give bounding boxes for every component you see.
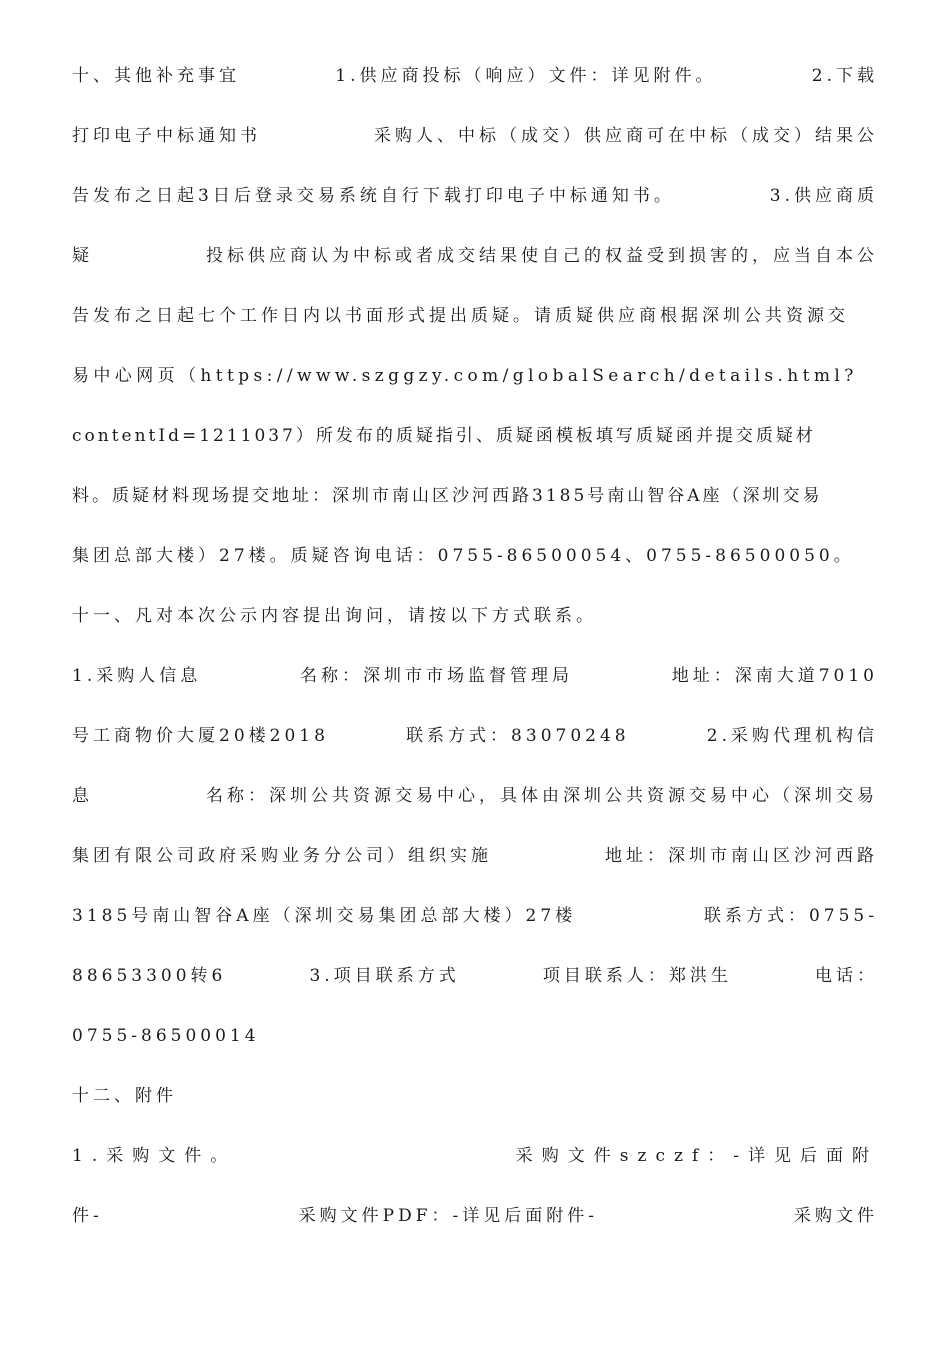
purchaser-address-start: 地址：深南大道7010 xyxy=(671,666,878,686)
agency-address-end: 3185号南山智谷A座（深圳交易集团总部大楼）27楼 xyxy=(72,906,577,926)
section11-line-4 xyxy=(72,842,878,870)
project-contact-person: 项目联系人：郑洪生 xyxy=(542,966,732,986)
section10-line-3 xyxy=(72,182,878,210)
section10-item3-text: 投标供应商认为中标或者成交结果使自己的权益受到损害的，应当自本公 xyxy=(206,246,878,266)
section11-heading: 十一、凡对本次公示内容提出询问，请按以下方式联系。 xyxy=(72,606,597,626)
section10-item2-end: 打印电子中标通知书 xyxy=(72,126,261,146)
attachment-pdf: 采购文件PDF：-详见后面附件- xyxy=(298,1206,599,1226)
section10-line-6-url: 易中心网页（https://www.szggzy.com/globalSearch/details.html? xyxy=(72,366,858,386)
agency-contact-end: 88653300转6 xyxy=(72,966,227,986)
project-phone-number: 0755-86500014 xyxy=(72,1026,260,1046)
section10-line-8: 料。质疑材料现场提交地址：深圳市南山区沙河西路3185号南山智谷A座（深圳交易 xyxy=(72,486,823,506)
purchaser-name: 名称：深圳市市场监督管理局 xyxy=(299,666,573,686)
section10-line-9: 集团总部大楼）27楼。质疑咨询电话：0755-86500054、0755-86500050。 xyxy=(72,546,855,566)
section12-line-1 xyxy=(72,1142,878,1170)
section12-heading: 十二、附件 xyxy=(72,1086,177,1106)
agency-name: 名称：深圳公共资源交易中心，具体由深圳公共资源交易中心（深圳交易 xyxy=(206,786,878,806)
agency-info-label-start: 2.采购代理机构信 xyxy=(706,726,878,746)
purchaser-contact: 联系方式：83070248 xyxy=(406,726,630,746)
section10-item3-start: 3.供应商质 xyxy=(769,186,878,206)
agency-info-label-end: 息 xyxy=(72,786,93,806)
section10-line-1 xyxy=(72,62,878,90)
purchaser-address-end: 号工商物价大厦20楼2018 xyxy=(72,726,329,746)
section11-line-3 xyxy=(72,782,878,810)
section11-line-2 xyxy=(72,722,878,750)
project-contact-label: 3.项目联系方式 xyxy=(309,966,460,986)
section10-item3-end: 疑 xyxy=(72,246,93,266)
attachment-szczf-end: 件- xyxy=(72,1206,103,1226)
attachment-1-label: 1.采购文件。 xyxy=(72,1146,237,1166)
section11-line-5 xyxy=(72,902,878,930)
section10-item2-text-cont: 告发布之日起3日后登录交易系统自行下载打印电子中标通知书。 xyxy=(72,186,675,206)
section10-item2-text: 采购人、中标（成交）供应商可在中标（成交）结果公 xyxy=(374,126,878,146)
section11-line-6 xyxy=(72,962,878,990)
section10-line-5: 告发布之日起七个工作日内以书面形式提出质疑。请质疑供应商根据深圳公共资源交 xyxy=(72,306,849,326)
section11-line-1 xyxy=(72,662,878,690)
purchaser-info-label: 1.采购人信息 xyxy=(72,666,202,686)
agency-address-start: 地址：深圳市南山区沙河西路 xyxy=(605,846,878,866)
section10-item2-start: 2.下载 xyxy=(811,66,878,86)
section10-line-7: contentId=1211037）所发布的质疑指引、质疑函模板填写质疑函并提交质疑材 xyxy=(72,426,816,446)
agency-contact-start: 联系方式：0755- xyxy=(703,906,878,926)
section10-item1: 1.供应商投标（响应）文件：详见附件。 xyxy=(335,66,717,86)
project-phone-label: 电话： xyxy=(815,966,878,986)
section10-line-4 xyxy=(72,242,878,270)
section12-line-2 xyxy=(72,1202,878,1230)
agency-name-cont: 集团有限公司政府采购业务分公司）组织实施 xyxy=(72,846,492,866)
section10-heading: 十、其他补充事宜 xyxy=(72,66,240,86)
attachment-szczf: 采购文件szczf：-详见后面附 xyxy=(515,1146,878,1166)
section10-line-2 xyxy=(72,122,878,150)
attachment-next: 采购文件 xyxy=(793,1206,878,1226)
